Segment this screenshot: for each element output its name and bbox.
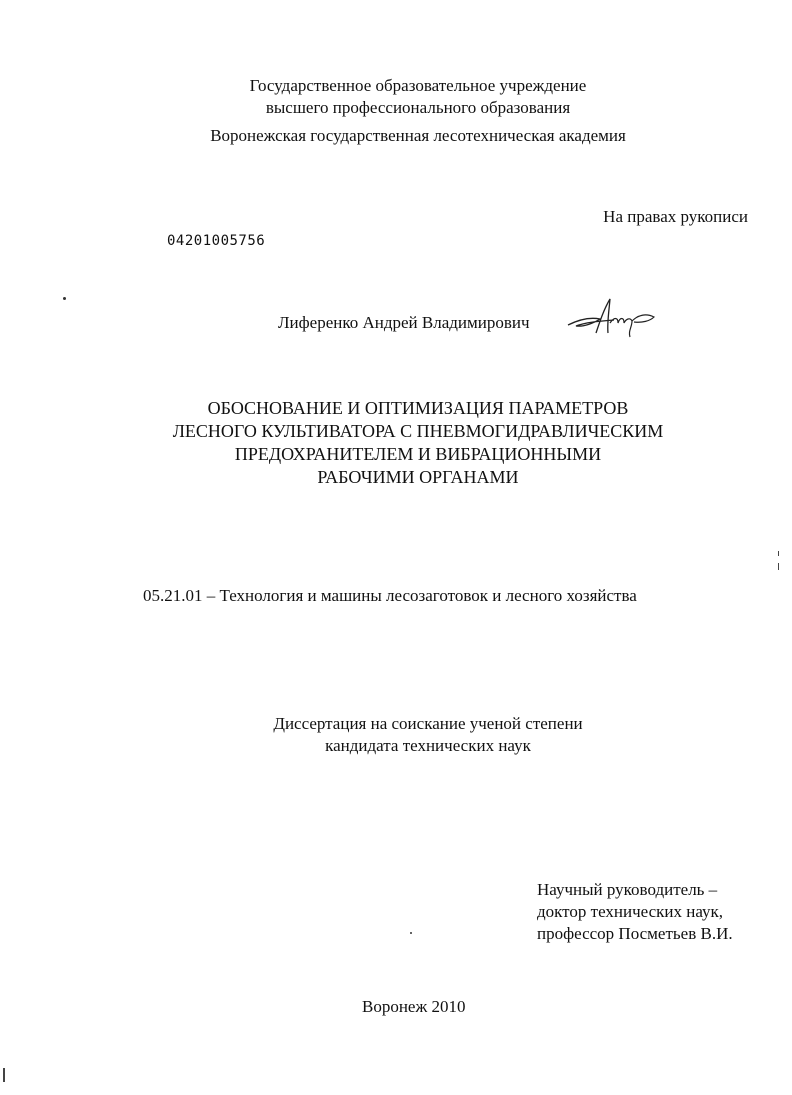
title-line: ЛЕСНОГО КУЛЬТИВАТОРА С ПНЕВМОГИДРАВЛИЧЕСКИМ [172,421,664,441]
title-line: ОБОСНОВАНИЕ И ОПТИМИЗАЦИЯ ПАРАМЕТРОВ [207,398,629,418]
institution-line-2: высшего профессионального образования [265,98,571,117]
degree-line-2: кандидата технических наук [325,736,531,755]
scan-mark [778,551,779,556]
title-line: РАБОЧИМИ ОРГАНАМИ [317,467,519,487]
registration-number: 04201005756 [167,233,266,249]
supervisor-line-3: профессор Посметьев В.И. [537,924,733,943]
signature-icon [566,295,658,339]
dissertation-title [0,397,792,489]
supervisor-line-2: доктор технических наук, [537,902,724,921]
degree-line-1: Диссертация на соискание ученой степени [273,714,583,733]
city-year: Воронеж 2010 [362,997,466,1016]
speciality-code: 05.21.01 – Технология и машины лесозаготовок и лесного хозяйства [143,586,637,605]
academy-name: Воронежская государственная лесотехническая академия [210,126,626,145]
rights-note: На правах рукописи [603,207,748,226]
scan-mark [778,563,779,570]
scan-speck [410,932,412,934]
scan-mark [3,1068,5,1082]
institution-line-1: Государственное образовательное учреждение [249,76,587,95]
title-line: ПРЕДОХРАНИТЕЛЕМ И ВИБРАЦИОННЫМИ [234,444,602,464]
author-name: Лиференко Андрей Владимирович [278,313,530,332]
scan-speck [63,297,66,300]
supervisor-line-1: Научный руководитель – [537,880,718,899]
supervisor-block [537,879,733,945]
institution-header [0,75,792,147]
degree-statement [0,713,792,757]
